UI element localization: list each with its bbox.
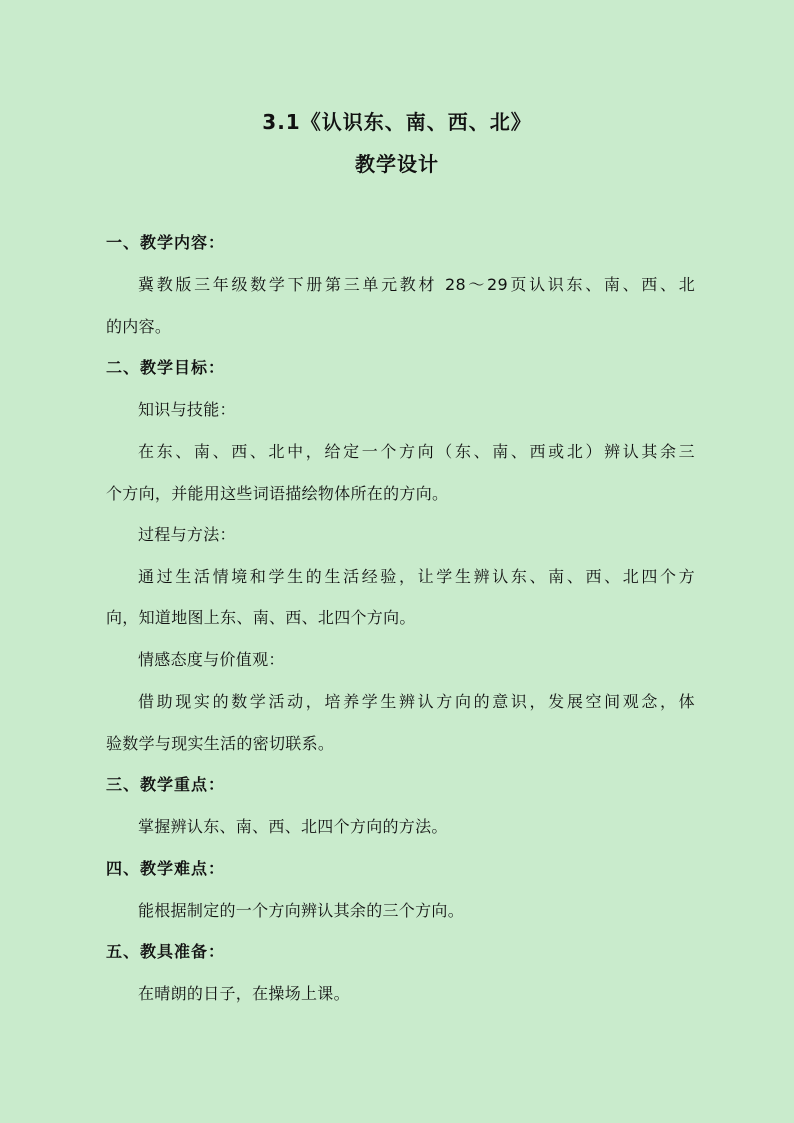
paragraph-line: 向，知道地图上东、南、西、北四个方向。 bbox=[106, 608, 416, 627]
document-title: 3.1《认识东、南、西、北》 bbox=[262, 110, 532, 134]
paragraph-line: 能根据制定的一个方向辨认其余的三个方向。 bbox=[138, 901, 465, 920]
subheading-attitudes-values: 情感态度与价值观： bbox=[138, 650, 285, 669]
document-subtitle: 教学设计 bbox=[355, 152, 439, 176]
subheading-process-methods: 过程与方法： bbox=[138, 525, 236, 544]
paragraph-line: 验数学与现实生活的密切联系。 bbox=[106, 734, 335, 753]
paragraph-line: 冀教版三年级数学下册第三单元教材 28～29页认识东、南、西、北 bbox=[138, 275, 695, 294]
paragraph-line: 在东、南、西、北中，给定一个方向（东、南、西或北）辨认其余三 bbox=[138, 442, 695, 461]
section-heading-materials: 五、教具准备： bbox=[106, 942, 226, 961]
paragraph-line: 在晴朗的日子，在操场上课。 bbox=[138, 984, 350, 1003]
section-heading-content: 一、教学内容： bbox=[106, 233, 226, 252]
section-heading-difficulties: 四、教学难点： bbox=[106, 859, 226, 878]
paragraph-line: 的内容。 bbox=[106, 317, 172, 336]
paragraph-line: 掌握辨认东、南、西、北四个方向的方法。 bbox=[138, 817, 448, 836]
paragraph-line: 借助现实的数学活动，培养学生辨认方向的意识，发展空间观念，体 bbox=[138, 692, 695, 711]
paragraph-line: 通过生活情境和学生的生活经验，让学生辨认东、南、西、北四个方 bbox=[138, 567, 695, 586]
section-heading-key-points: 三、教学重点： bbox=[106, 775, 226, 794]
paragraph-line: 个方向，并能用这些词语描绘物体所在的方向。 bbox=[106, 484, 449, 503]
subheading-knowledge-skills: 知识与技能： bbox=[138, 400, 236, 419]
section-heading-objectives: 二、教学目标： bbox=[106, 358, 226, 377]
